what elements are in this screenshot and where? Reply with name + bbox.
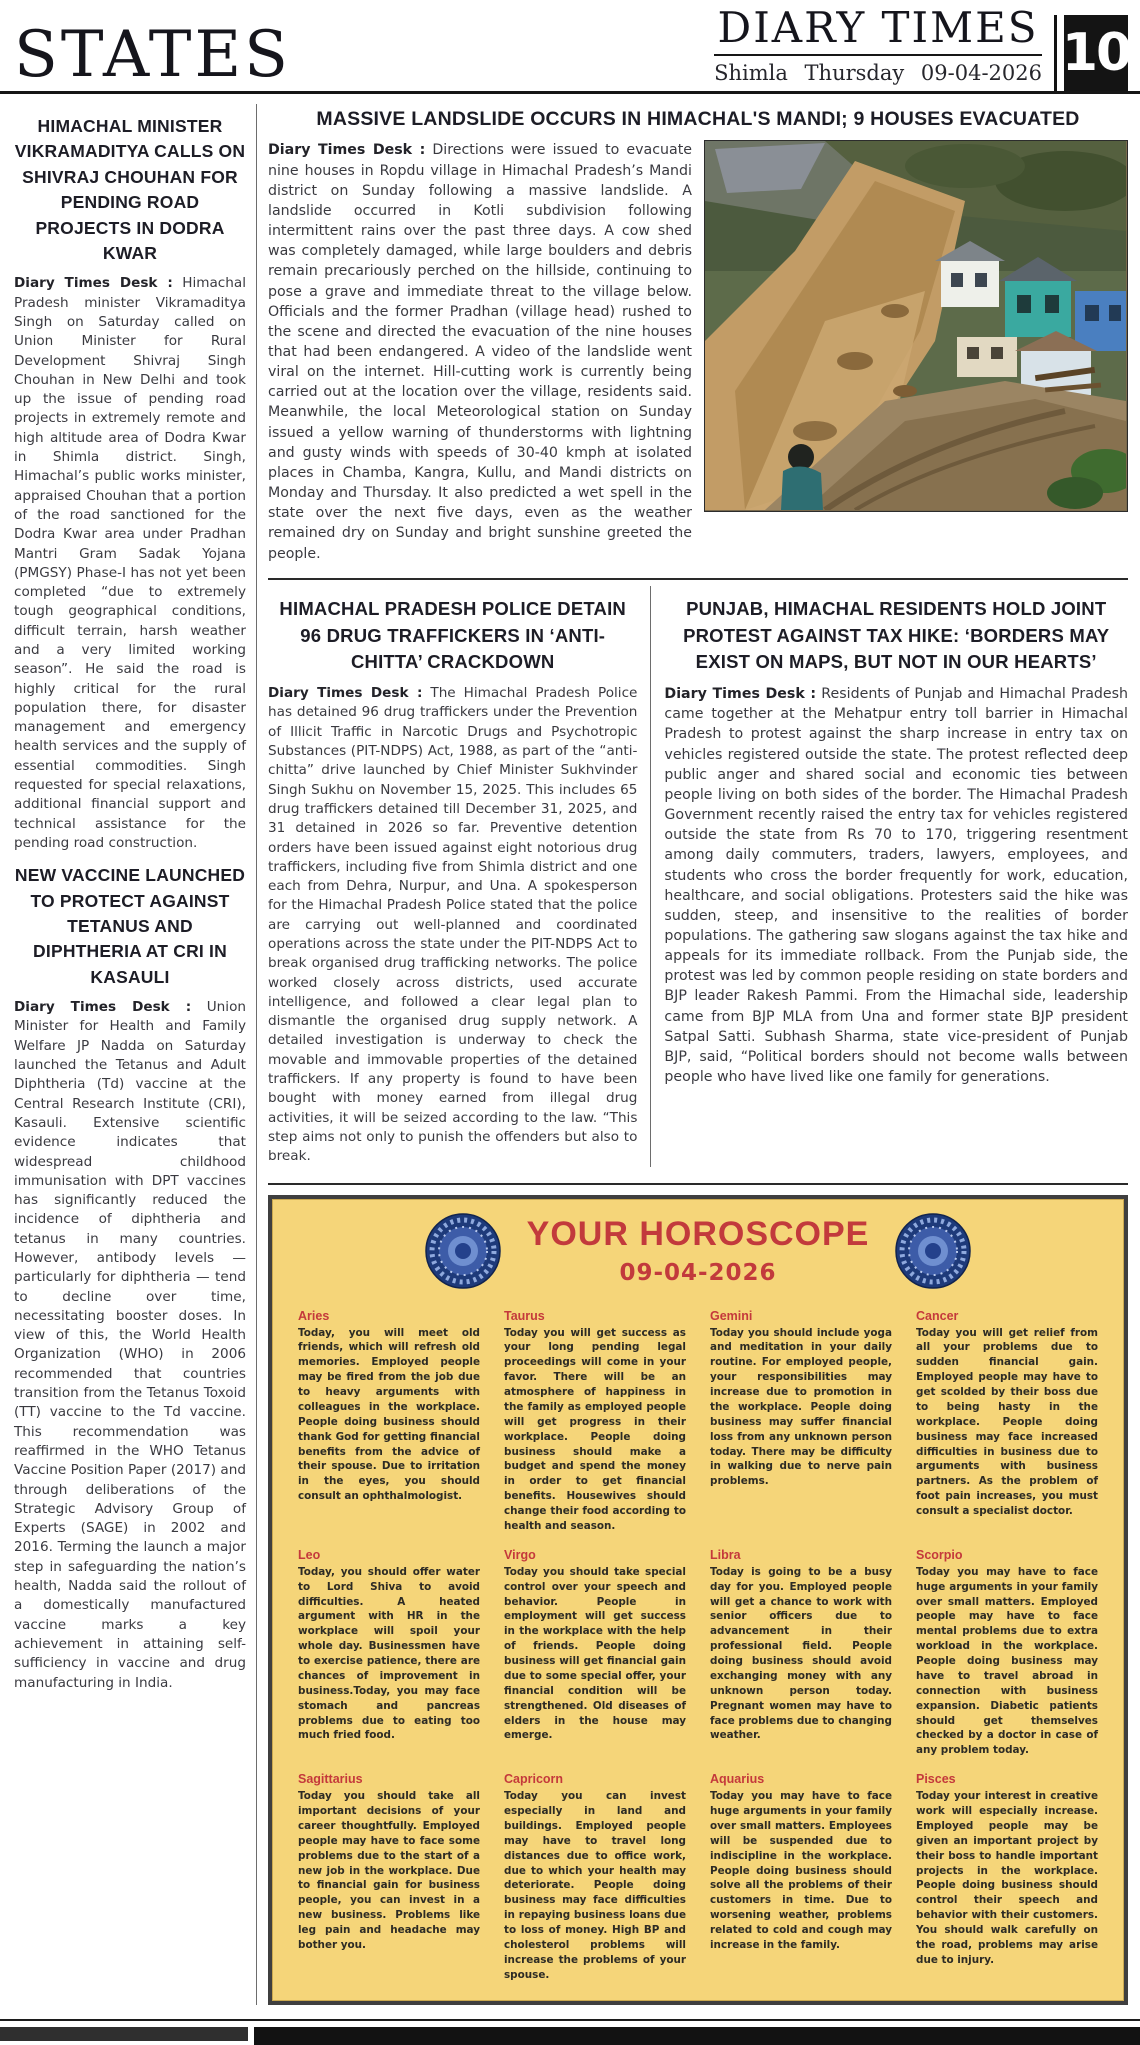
article-roads-body xyxy=(14,274,246,853)
lower-articles-row xyxy=(268,586,1128,1167)
horoscope-date: 09-04-2026 xyxy=(619,1260,777,1287)
right-area xyxy=(257,104,1128,2004)
page-footer xyxy=(0,2005,1140,2045)
zodiac-wheel-icon xyxy=(895,1213,971,1289)
article-tax-text: Residents of Punjab and Himachal Pradesh came together at the Mehatpur entry toll barrier in Himachal Pradesh to protest against the sharp increase in entry tax on vehicles registered outside the state. The protest reflected deep public anger and shared social and economic ties between people living on both sides of the border. The Himachal Pradesh Government recently raised the entry tax for vehicles registered outside the state from Rs 70 to 170, triggering resentment among daily commuters, traders, lawyers, employees, and students who cross the border frequently for work, education, healthcare, and social obligations. Protesters said the hike was sudden, steep, and insensitive to the realities of border populations. The gathering saw slogans against the tax hike and appeals for its immediate rollback. From the Punjab side, the protest was led by common people residing on state borders and BJP leader Rakesh Pammi. From the Himachal side, leadership came from BJP MLA from Una and former state BJP president Satpal Satti. Subhash Sharma, state vice-president of Punjab BJP, said, “Political borders should not become walls between people who have lived like one family for generations. xyxy=(664,686,1129,1086)
page-number-box xyxy=(1054,15,1131,91)
horoscope-title: YOUR HOROSCOPE xyxy=(526,1215,870,1254)
main-content xyxy=(0,94,1140,2004)
horoscope-libra xyxy=(710,1548,892,1758)
footer-rule xyxy=(0,2019,1140,2021)
page-number: 10 xyxy=(1064,15,1128,91)
sign-text: Today you will get success as your long pending legal proceedings will come in your favor. There will be an atmosphere of happiness in the family as employed people will get progress in their workplace. People doing business should make a budget and spend the money in order to get financial benefits. Housewives should change their food according to health and season. xyxy=(504,1326,686,1532)
horoscope-aries xyxy=(298,1309,480,1534)
landslide-photo-illustration xyxy=(705,141,1126,510)
horoscope-scorpio xyxy=(916,1548,1098,1758)
horoscope-capricorn xyxy=(504,1772,686,1982)
horoscope-leo xyxy=(298,1548,480,1758)
horoscope-title-stack xyxy=(527,1215,870,1286)
article-drugs-text: The Himachal Pradesh Police has detained 96 drug traffickers under the Prevention of Illicit Traffic in Narcotic Drugs and Psychotropic Substances (PIT-NDPS) Act, 1988, as part of the “anti-chitta” drive launched by Chief Minister Sukhvinder Singh Sukhu on November 15, 2025. This includes 65 drug traffickers detained till December 31, 2025, and 31 detained in 2026 so far. Preventive detention orders have been issued against eight notorious drug traffickers, including five from Shimla district and one each from Dehra, Nurpur, and Una. A spokesperson for the Himachal Pradesh Police stated that the police are carrying out well-planned and coordinated operations across the state under the PIT-NDPS Act to break organised drug trafficking networks. The police worked closely across districts, used accurate intelligence, and followed a clear legal plan to dismantle the organised drug supply network. A detailed investigation is underway to check the movable and immovable properties of the detained traffickers. If any property is found to have been bought with money earned from illegal drug activities, it will be seized according to the law. “This step aims not only to punish the offenders but also to break. xyxy=(268,685,638,1165)
sign-text: Today you will get relief from all your problems due to sudden financial gain. Employed people may have to get scolded by their boss due to being hasty in the workplace. People doing business may face increased difficulties in business due to arguments with business partners. As the problem of foot pain increases, you must consult a specialist doctor. xyxy=(916,1326,1098,1518)
sign-name: Taurus xyxy=(504,1308,545,1323)
article-landslide-body xyxy=(268,140,692,563)
horoscope-header xyxy=(298,1213,1098,1289)
landslide-article-row xyxy=(268,140,1128,563)
horoscope-gemini xyxy=(710,1309,892,1534)
article-drugs xyxy=(268,586,651,1167)
article-roads-text: Himachal Pradesh minister Vikramaditya Singh on Saturday called on Union Minister for Rural Development Shivraj Singh Chouhan in New Delhi and took up the issue of pending road projects in extremely remote and high altitude area of Dodra Kwar in Shimla district. Singh, Himachal’s public works minister, appraised Chouhan that a portion of the road sanctioned for the Dodra Kwar area under Pradhan Mantri Gram Sadak Yojana (PMGSY) Phase-I has not yet been completed “due to extremely tough geographical conditions, difficult terrain, harsh weather and a very limited working season”. He said the road is highly critical for the rural population there, for disaster management and emergency health services and the supply of essential commodities. Singh requested for special relaxations, additional financial support and technical assistance for the pending road construction. xyxy=(14,275,247,851)
article-vaccine-text: Union Minister for Health and Family Welfare JP Nadda on Saturday launched the Tetanus and Adult Diphtheria (Td) vaccine at the Central Research Institute (CRI), Kasauli. Extensive scientific evidence indicates that widespread childhood immunisation with DPT vaccines has significantly reduced the incidence of diphtheria and tetanus in many countries. However, antibody levels — particularly for diphtheria — tend to decline over time, necessitating booster doses. In view of this, the World Health Organization (WHO) in 2006 recommended that countries transition from the Tetanus Toxoid (TT) vaccine to the Td vaccine. This recommendation was reaffirmed in the WHO Tetanus Vaccine Position Paper (2017) and through deliberations of the Strategic Advisory Group of Experts (SAGE) in 2002 and 2016. Terming the launch a major step in safeguarding the nation’s health, Nadda said the rollout of a domestically manufactured vaccine marks a key achievement in attaining self-sufficiency in vaccine and drug manufacturing in India. xyxy=(14,999,247,1691)
footer-bar-right xyxy=(254,2027,1140,2045)
sign-text: Today your interest in creative work will especially increase. Employed people may be given an important project by their boss to handle important projects in the workplace. People doing business should control their speech and behavior with their customers. You should walk carefully on the road, problems may arise due to injury. xyxy=(916,1790,1098,1966)
dateline: Shimla Thursday 09-04-2026 xyxy=(714,61,1042,86)
zodiac-wheel-icon xyxy=(425,1213,501,1289)
sign-text: Today you may have to face huge arguments in your family over small matters. Employed people may have to face mental problems due to extra workload in the workplace. People doing business may have to travel abroad in connection with business expansion. Diabetic patients should get themselves checked by a doctor in case of any problem today. xyxy=(916,1565,1098,1757)
sign-name: Pisces xyxy=(916,1772,956,1787)
desk-label: Diary Times Desk : xyxy=(664,686,817,703)
left-column xyxy=(14,104,257,2004)
footer-bar-left xyxy=(0,2027,248,2041)
sign-name: Cancer xyxy=(916,1308,959,1323)
sign-name: Capricorn xyxy=(504,1772,564,1787)
article-drugs-body xyxy=(268,684,637,1166)
sign-text: Today is going to be a busy day for you. Employed people will get a chance to work with senior officers due to advancement in their professional field. People doing business should avoid exchanging money with any unknown person today. Pregnant women may have to face problems due to changing weather. xyxy=(710,1565,892,1742)
horoscope-taurus xyxy=(504,1309,686,1534)
horoscope-virgo xyxy=(504,1548,686,1758)
sign-text: Today you should include yoga and meditation in your daily routine. For employed people, your responsibilities may increase due to promotion in the workplace. People doing business may suffer financial loss from any unknown person today. There may be difficulty in walking due to nerve pain problems. xyxy=(710,1326,892,1488)
sign-text: Today you should take all important decisions of your career thoughtfully. Employed people may have to face some problems due to the start of a new job in the workplace. Due to financial gain for business people, you can invest in a new business. Problems like leg pain and headache may bother you. xyxy=(298,1790,480,1951)
sign-text: Today you may have to face huge arguments in your family over small matters. Employees will be suspended due to indiscipline in the workplace. People doing business should solve all the problems of their customers in time. Due to worsening weather, problems related to cold and cough may increase in the family. xyxy=(710,1790,892,1951)
divider-horoscope xyxy=(268,1183,1128,1185)
horoscope-box xyxy=(268,1195,1128,2005)
sign-name: Libra xyxy=(710,1547,741,1562)
article-landslide-bodywrap xyxy=(268,140,692,563)
masthead-block xyxy=(714,3,1042,91)
masthead-rule xyxy=(714,54,1042,56)
footer-bars xyxy=(0,2027,1140,2045)
sign-name: Gemini xyxy=(710,1308,753,1323)
horoscope-pisces xyxy=(916,1772,1098,1982)
divider-articles xyxy=(268,578,1128,580)
article-tax-headline: PUNJAB, HIMACHAL RESIDENTS HOLD JOINT PROTEST AGAINST TAX HIKE: ‘BORDERS MAY EXIST ON MAPS, BUT NOT IN OUR HEARTS’ xyxy=(683,597,1110,673)
sign-name: Leo xyxy=(298,1547,321,1562)
article-vaccine-body xyxy=(14,998,246,1693)
sign-name: Scorpio xyxy=(916,1547,963,1562)
sign-name: Virgo xyxy=(504,1547,536,1562)
sign-text: Today you should take special control over your speech and behavior. People in employment will get success in the workplace with the help of friends. People doing business will get financial gain due to some special offer, your financial condition will be strengthened. Old diseases of elders in the house may emerge. xyxy=(504,1565,686,1742)
horoscope-sagittarius xyxy=(298,1772,480,1982)
desk-label: Diary Times Desk : xyxy=(268,142,426,159)
article-landslide-text: Directions were issued to evacuate nine houses in Ropdu village in Himachal Pradesh’s Mandi district on Sunday following a massive landslide. A landslide occurred in Kotli subdivision following intermittent rains over the past three days. A cow shed was completely damaged, while large boulders and debris remain precariously perched on the hillside, continuing to pose a grave and immediate threat to the village below. Officials and the former Pradhan (village head) rushed to the scene and directed the evacuation of the nine houses that had been endangered. A video of the landslide went viral on the internet. Hill-cutting work is currently being carried out at the location over the village, residents said. Meanwhile, the local Meteorological station on Sunday issued a yellow warning of thunderstorms with lightning and gusty winds with speeds of 30-40 kmph at isolated places in Chamba, Kangra, Kullu, and Mandi districts on Monday and Thursday. It also predicted a wet spell in the state over the next five days, even as the weather remained dry on Sunday and bright sunshine greeted the people. xyxy=(268,142,692,562)
sign-name: Aquarius xyxy=(710,1772,765,1787)
landslide-photo xyxy=(704,140,1128,512)
article-drugs-headline: HIMACHAL PRADESH POLICE DETAIN 96 DRUG TRAFFICKERS IN ‘ANTI-CHITTA’ CRACKDOWN xyxy=(279,597,626,673)
desk-label: Diary Times Desk : xyxy=(14,275,173,292)
desk-label: Diary Times Desk : xyxy=(268,685,423,702)
sign-name: Aries xyxy=(298,1308,330,1323)
page-header xyxy=(0,0,1140,94)
sign-text: Today you can invest especially in land and buildings. Employed people may have to travel long distances due to office work, due to which your health may deteriorate. People doing business may face difficulties in repaying business loans due to loss of money. High BP and cholesterol problems will increase the problems of your spouse. xyxy=(504,1790,686,1981)
article-roads-headline: HIMACHAL MINISTER VIKRAMADITYA CALLS ON SHIVRAJ CHOUHAN FOR PENDING ROAD PROJECTS IN DODRA KWAR xyxy=(14,116,246,263)
sign-text: Today, you will meet old friends, which will refresh old memories. Employed people may be fired from the job due to heavy arguments with colleagues in the workplace. People doing business should thank God for getting financial benefits from the advice of their spouse. Due to irritation in the eyes, you should consult an ophthalmologist. xyxy=(298,1326,480,1503)
article-landslide-headline: MASSIVE LANDSLIDE OCCURS IN HIMACHAL'S MANDI; 9 HOUSES EVACUATED xyxy=(316,108,1080,131)
sign-text: Today, you should offer water to Lord Shiva to avoid difficulties. A heated argument with HR in the workplace will spoil your whole day. Businessmen have to exercise patience, there are chances of improvement in business.Today, you may face stomach and pancreas problems due to eating too much fried food. xyxy=(298,1565,480,1742)
horoscope-grid xyxy=(298,1309,1098,1983)
article-tax-body xyxy=(664,684,1128,1087)
section-title: STATES xyxy=(14,17,291,92)
horoscope-aquarius xyxy=(710,1772,892,1982)
horoscope-cancer xyxy=(916,1309,1098,1534)
desk-label: Diary Times Desk : xyxy=(14,999,192,1016)
sign-name: Sagittarius xyxy=(298,1772,363,1787)
masthead-title: DIARY TIMES xyxy=(717,3,1039,52)
article-vaccine-headline: NEW VACCINE LAUNCHED TO PROTECT AGAINST TETANUS AND DIPHTHERIA AT CRI IN KASAULI xyxy=(14,865,246,987)
article-tax xyxy=(651,586,1128,1167)
